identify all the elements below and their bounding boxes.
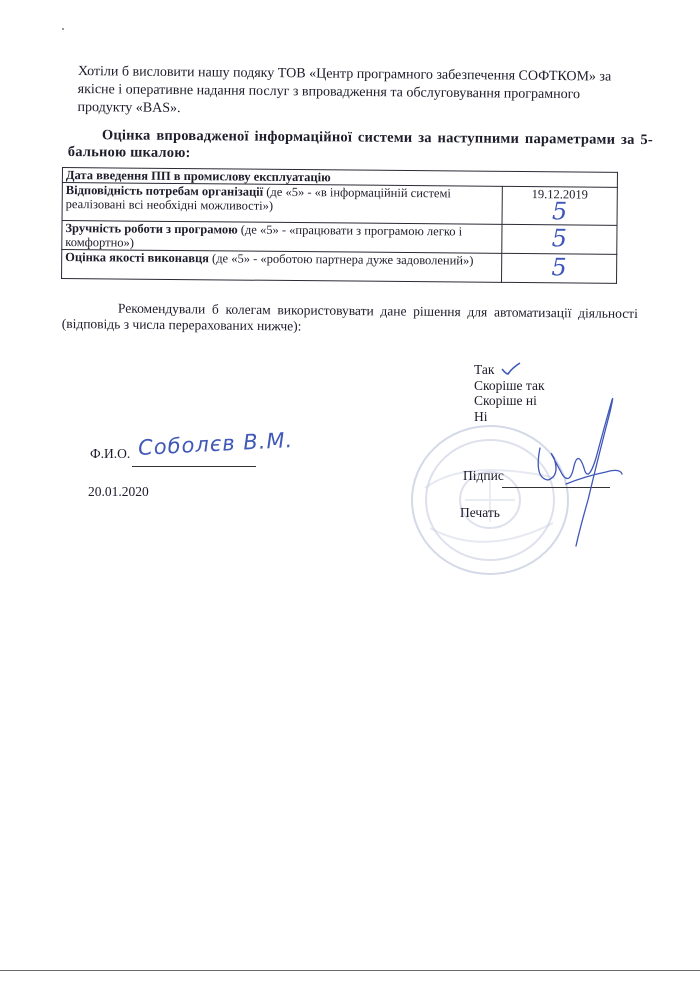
recommendation-paragraph: [62, 300, 638, 338]
option-rather-yes: Скоріше так: [474, 377, 545, 393]
rating-table: [61, 167, 618, 284]
fio-underline: [132, 466, 256, 467]
seal-label: Печать: [460, 505, 500, 520]
criterion-title: Оцінка якості виконавця: [65, 250, 210, 266]
score-handwritten: 5: [551, 253, 567, 282]
score-cell: [502, 224, 617, 254]
option-label: Так: [474, 362, 495, 377]
rating-heading: [68, 127, 653, 166]
letter-date: 20.01.2020: [88, 484, 149, 499]
criterion-desc: (де «5» - «роботою партнера дуже задоволений»): [208, 251, 474, 268]
criterion-cell: [62, 221, 502, 254]
date-value: 19.12.2019: [531, 187, 588, 202]
option-rather-no: Скоріше ні: [474, 393, 537, 408]
rating-table-wrap: [61, 167, 618, 299]
table-row: [62, 183, 617, 226]
table-row: [62, 250, 617, 284]
date-label-cell: Дата введення ПП в промислову експлуатацію: [62, 168, 617, 188]
criterion-cell: [62, 183, 502, 225]
criterion-title: Зручність роботи з програмою: [65, 221, 238, 237]
signature-label: Підпис: [463, 468, 504, 483]
rating-heading-text: Оцінка впровадженої інформаційної системи за наступними параметрами за 5-бальною шкалою:: [67, 127, 653, 162]
checkmark-icon: [500, 362, 522, 376]
fio-label: Ф.И.О.: [90, 446, 131, 461]
score-cell: [502, 186, 617, 225]
signature-icon: [526, 388, 626, 548]
score-cell: [502, 253, 617, 283]
criterion-desc: (де «5» - «в інформаційній системі реалізовані всі необхідні можливості»): [65, 184, 451, 213]
criterion-desc: (де «5» - «працювати з програмою легко і комфортно»): [65, 222, 463, 250]
criterion-cell: [62, 250, 502, 283]
criterion-title: Відповідність потребам організації: [65, 183, 264, 199]
option-no: Ні: [474, 408, 488, 424]
fio-handwritten: Соболєв В.М.: [137, 427, 294, 461]
score-handwritten: 5: [551, 224, 568, 253]
scan-edge-line: [0, 970, 700, 971]
recommendation-text: Рекомендували б колегам використовувати дане рішення для автоматизації діяльності (відповідь з числа перерахованих нижче):: [61, 300, 638, 334]
score-handwritten: 5: [551, 197, 568, 226]
scan-speck: [62, 28, 64, 30]
option-yes: [474, 362, 545, 378]
intro-paragraph: Хотіли б висловити нашу подяку ТОВ «Центр програмного забезпечення СОФТКОМ» за якісне і оперативне надання послуг з впровадження та обслуговування програмного продукту «BAS».: [77, 63, 612, 117]
